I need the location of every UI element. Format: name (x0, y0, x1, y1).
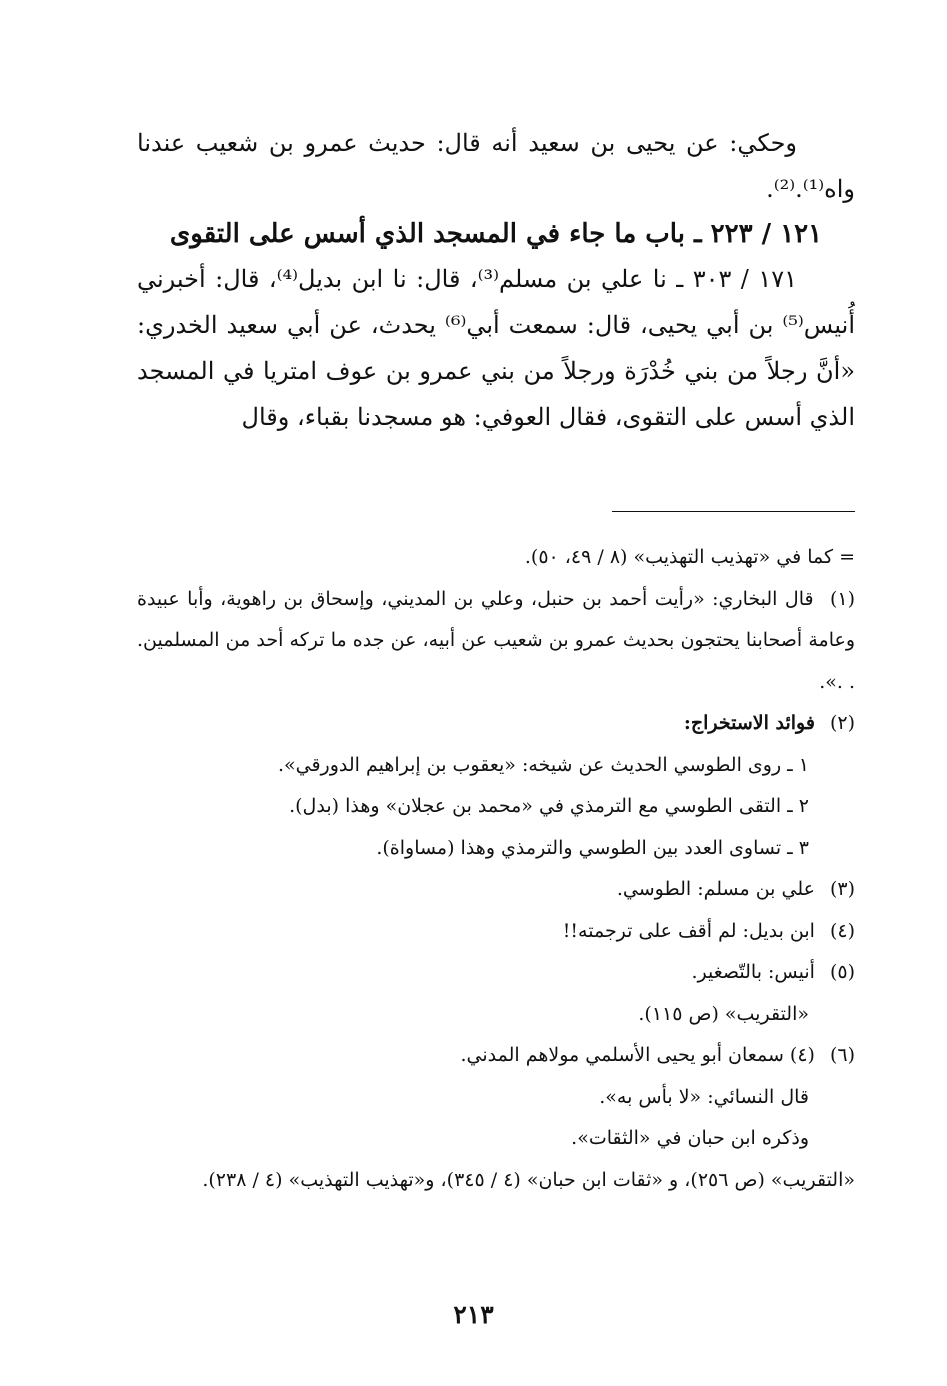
footnote-5-source: «التقريب» (ص ١١٥). (638, 1002, 809, 1025)
footnote-text: أنيس: بالتّصغير. (691, 961, 815, 983)
intro-paragraph: وحكي: عن يحيى بن سعيد أنه قال: حديث عمرو بن شعيب عندنا واه⁽¹⁾.⁽²⁾. (137, 129, 855, 203)
footnote-text: (٤) سمعان أبو يحيى الأسلمي مولاهم المدني. (460, 1044, 815, 1066)
footnote-title: فوائد الاستخراج: (683, 712, 815, 734)
footnote-2-item: ٢ ـ التقى الطوسي مع الترمذي في «محمد بن عجلان» وهذا (بدل). (289, 795, 809, 817)
footnote-3 (137, 869, 855, 911)
footnotes (137, 537, 855, 1201)
footnote-number: (٤) (829, 919, 855, 942)
footnote-1 (137, 579, 855, 704)
footnote-2 (137, 703, 855, 745)
footnote-continuation: = كما في «تهذيب التهذيب» (٨ / ٤٩، ٥٠). (524, 546, 855, 568)
footnote-6 (137, 1035, 855, 1077)
footnote-text: قال البخاري: «رأيت أحمد بن حنبل، وعلي بن المديني، وإسحاق بن راهوية، وأبا عبيدة وعامة أصحابنا يحتجون بحديث عمرو بن شعيب عن أبيه، عن جده ما تركه أحد من المسلمين. . .». (137, 587, 855, 693)
page-number: ٢١٣ (453, 1300, 494, 1329)
footnote-number: (٣) (829, 878, 855, 900)
main-text (137, 120, 855, 440)
footnote-text: علي بن مسلم: الطوسي. (616, 878, 815, 900)
footnote-2-item: ٣ ـ تساوى العدد بين الطوسي والترمذي وهذا (مساواة). (376, 836, 809, 859)
footnote-text: ابن بديل: لم أقف على ترجمته!! (562, 919, 815, 942)
footnote-number: (٦) (829, 1044, 855, 1066)
footnote-number: (٢) (829, 712, 855, 734)
footnote-6-line: قال النسائي: «لا بأس به». (599, 1085, 809, 1108)
footnote-6-line: وذكره ابن حبان في «الثقات». (571, 1127, 809, 1149)
footnote-5 (137, 952, 855, 994)
footnote-2-item: ١ ـ روى الطوسي الحديث عن شيخه: «يعقوب بن إبراهيم الدورقي». (277, 753, 809, 776)
footnote-6-sources: «التقريب» (ص ٢٥٦)، و «ثقات ابن حبان» (٤ / ٣٤٥)، و«تهذيب التهذيب» (٤ / ٢٣٨). (202, 1168, 855, 1191)
footnote-divider (612, 511, 855, 512)
chapter-heading: ١٢١ / ٢٢٣ ـ باب ما جاء في المسجد الذي أسس على التقوى (169, 219, 823, 249)
footnote-number: (٥) (829, 961, 855, 983)
footnote-4 (137, 911, 855, 953)
footnote-number: (١) (829, 587, 855, 610)
hadith-paragraph: ١٧١ / ٣٠٣ ـ نا علي بن مسلم⁽³⁾، قال: نا ابن بديل⁽⁴⁾، قال: أخبرني أُنيس⁽⁵⁾ بن أبي يحيى، قال: سمعت أبي⁽⁶⁾ يحدث، عن أبي سعيد الخدري: «أنَّ رجلاً من بني خُدْرَة ورجلاً من بني عمرو بن عوف امتريا في المسجد الذي أسس على التقوى، فقال العوفي: هو مسجدنا بقباء، وقال (137, 265, 855, 431)
